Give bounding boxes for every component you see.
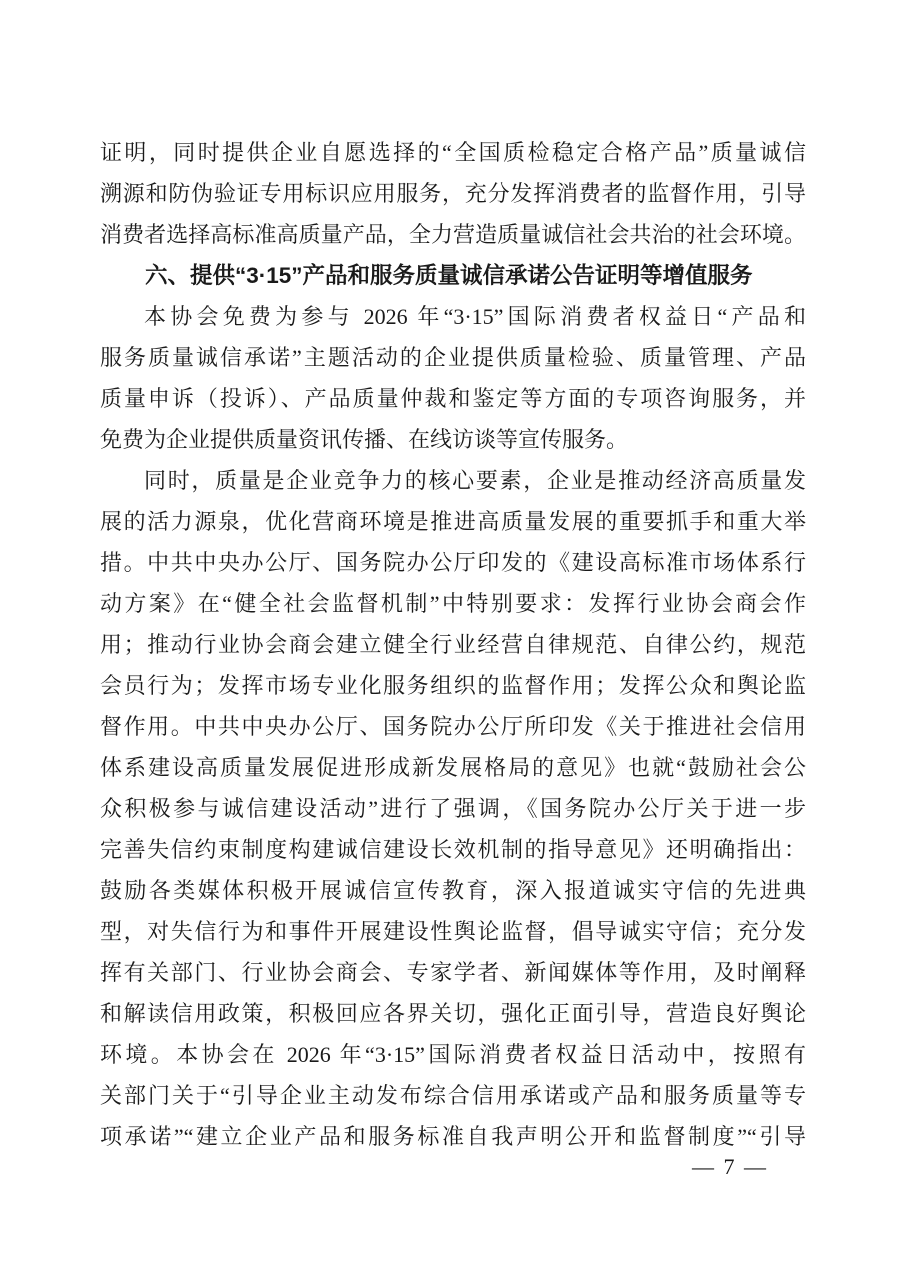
text-line: 型，对失信行为和事件开展建设性舆论监督，倡导诚实守信；充分发 xyxy=(100,919,806,944)
text-line: 免费为企业提供质量资讯传播、在线访谈等宣传服务。 xyxy=(100,427,629,452)
text-line: 关部门关于“引导企业主动发布综合信用承诺或产品和服务质量等专 xyxy=(100,1083,806,1108)
text-line: 会员行为；发挥市场专业化服务组织的监督作用；发挥公众和舆论监 xyxy=(100,673,806,698)
text-line: 完善失信约束制度构建诚信建设长效机制的指导意见》还明确指出： xyxy=(100,837,806,862)
text-line: 项承诺”“建立企业产品和服务标准自我声明公开和监督制度”“引导 xyxy=(100,1124,806,1149)
text-line: 本协会免费为参与 2026 年“3·15”国际消费者权益日“产品和 xyxy=(144,304,806,329)
text-line: 展的活力源泉，优化营商环境是推进高质量发展的重要抓手和重大举 xyxy=(100,509,806,534)
page-number: — 7 — xyxy=(692,1154,768,1179)
text-line: 挥有关部门、行业协会商会、专家学者、新闻媒体等作用，及时阐释 xyxy=(100,960,806,985)
text-line: 督作用。中共中央办公厅、国务院办公厅所印发《关于推进社会信用 xyxy=(100,714,806,739)
text-line: 消费者选择高标准高质量产品，全力营造质量诚信社会共治的社会环境。 xyxy=(100,222,806,247)
text-line: 动方案》在“健全社会监督机制”中特别要求：发挥行业协会商会作 xyxy=(100,591,806,616)
text-line: 环境。本协会在 2026 年“3·15”国际消费者权益日活动中，按照有 xyxy=(100,1042,806,1067)
text-line: 质量申诉（投诉）、产品质量仲裁和鉴定等方面的专项咨询服务，并 xyxy=(100,386,806,411)
text-line: 六、提供“3·15”产品和服务质量诚信承诺公告证明等增值服务 xyxy=(145,263,753,288)
text-line: 措。中共中央办公厅、国务院办公厅印发的《建设高标准市场体系行 xyxy=(100,550,806,575)
text-line: 溯源和防伪验证专用标识应用服务，充分发挥消费者的监督作用，引导 xyxy=(100,181,806,206)
text-line: 用；推动行业协会商会建立健全行业经营自律规范、自律公约，规范 xyxy=(100,632,806,657)
text-line: 鼓励各类媒体积极开展诚信宣传教育，深入报道诚实守信的先进典 xyxy=(100,878,806,903)
text-line: 证明，同时提供企业自愿选择的“全国质检稳定合格产品”质量诚信 xyxy=(100,140,806,165)
text-line: 和解读信用政策，积极回应各界关切，强化正面引导，营造良好舆论 xyxy=(100,1001,806,1026)
text-line: 众积极参与诚信建设活动”进行了强调，《国务院办公厅关于进一步 xyxy=(100,796,806,821)
text-line: 服务质量诚信承诺”主题活动的企业提供质量检验、质量管理、产品 xyxy=(100,345,806,370)
text-line: 体系建设高质量发展促进形成新发展格局的意见》也就“鼓励社会公 xyxy=(100,755,806,780)
document-body xyxy=(100,132,806,1157)
text-line: 同时，质量是企业竞争力的核心要素，企业是推动经济高质量发 xyxy=(144,468,806,493)
